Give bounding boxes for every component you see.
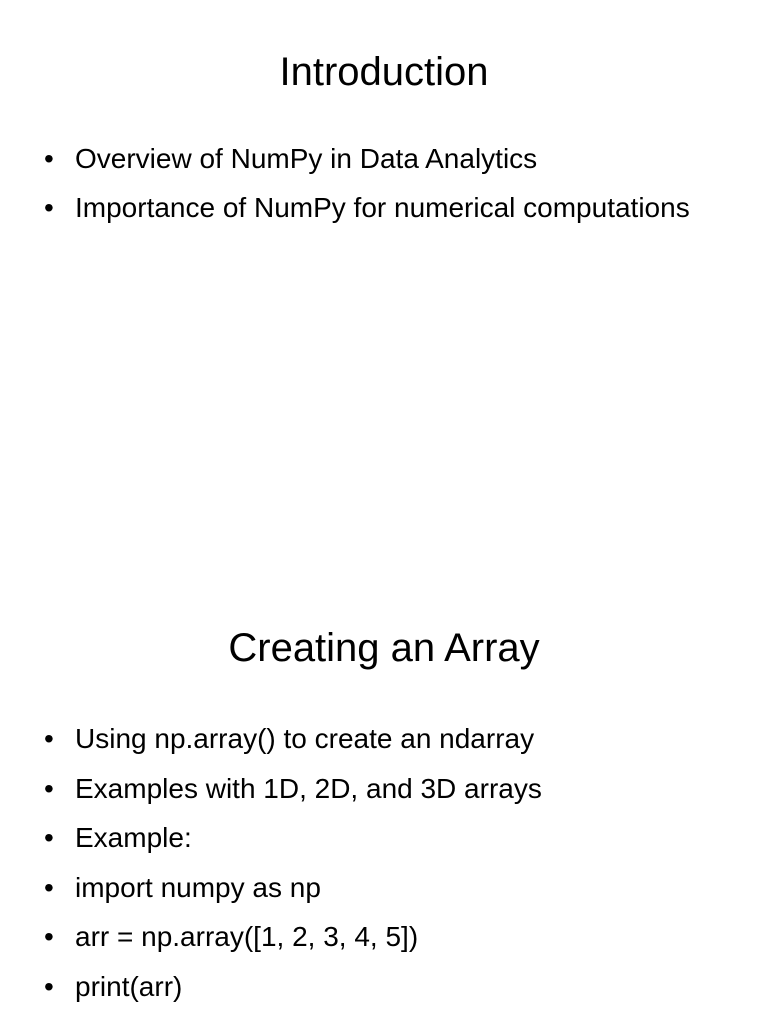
bullet-text: print(arr) xyxy=(75,970,183,1002)
list-item xyxy=(44,187,734,228)
bullet-icon: • xyxy=(44,723,54,754)
bullet-icon: • xyxy=(44,921,54,952)
list-item xyxy=(44,813,734,863)
list-item xyxy=(44,863,734,913)
bullet-icon: • xyxy=(44,822,54,853)
slide-creating-an-array xyxy=(0,576,768,1024)
bullet-list xyxy=(44,714,734,1011)
list-item xyxy=(44,714,734,764)
list-item xyxy=(44,962,734,1012)
bullet-list xyxy=(44,138,734,236)
bullet-icon: • xyxy=(44,192,54,223)
bullet-text: Using np.array() to create an ndarray xyxy=(75,723,535,754)
bullet-text: import numpy as np xyxy=(75,871,321,903)
slide-title: Creating an Array xyxy=(228,626,540,670)
bullet-text: Examples with 1D, 2D, and 3D arrays xyxy=(75,772,542,804)
list-item xyxy=(44,764,734,814)
bullet-icon: • xyxy=(44,143,54,174)
list-item xyxy=(44,912,734,962)
bullet-text: arr = np.array([1, 2, 3, 4, 5]) xyxy=(75,921,419,952)
bullet-text: Example: xyxy=(75,822,192,853)
bullet-text: Importance of NumPy for numerical computations xyxy=(75,192,690,223)
bullet-icon: • xyxy=(44,871,54,903)
bullet-icon: • xyxy=(44,772,54,804)
list-item xyxy=(44,138,734,179)
slide-title: Introduction xyxy=(279,50,489,94)
bullet-icon: • xyxy=(44,970,54,1002)
bullet-text: Overview of NumPy in Data Analytics xyxy=(75,143,538,174)
